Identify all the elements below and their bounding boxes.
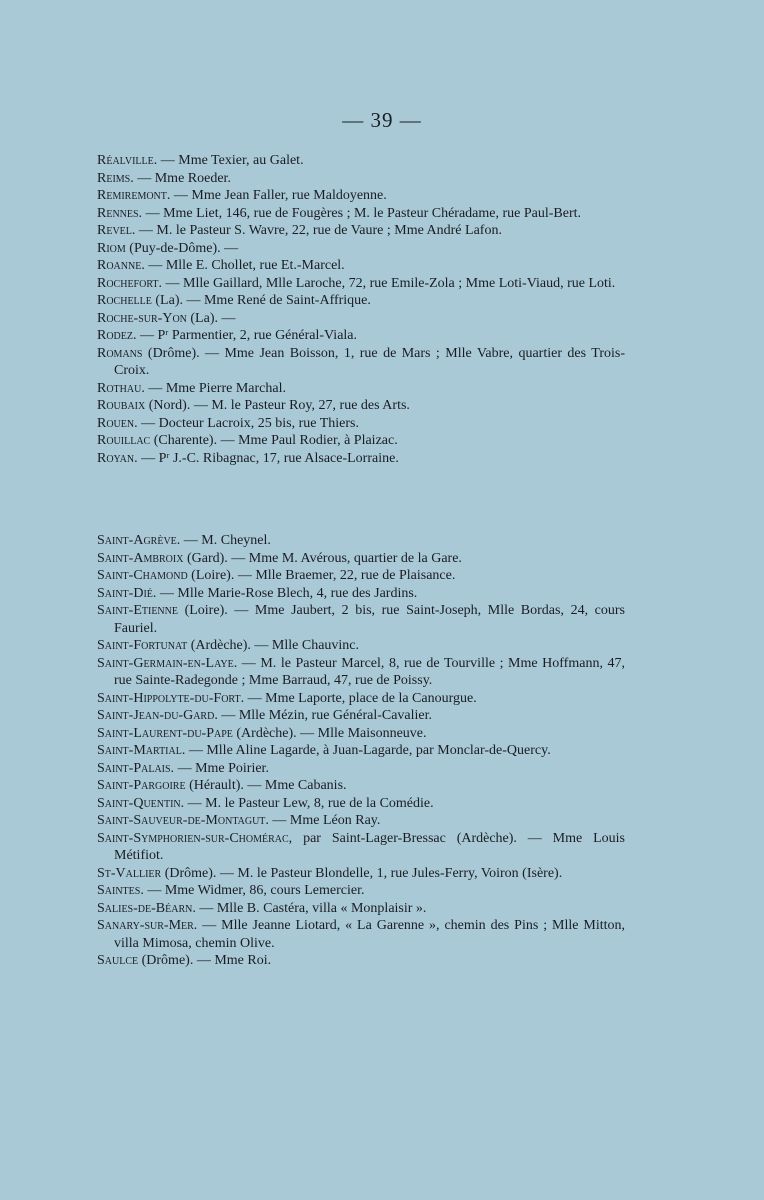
place-name: Rouen. — [97, 415, 138, 431]
directory-entry — [97, 707, 625, 725]
entry-text: (Ardèche). — Mlle Chauvinc. — [187, 638, 360, 653]
directory-entry — [97, 450, 625, 468]
entry-text: (Loire). — Mme Jaubert, 2 bis, rue Saint-Joseph, Mlle Bordas, 24, cours Fauriel. — [114, 603, 625, 636]
directory-entry — [97, 170, 625, 188]
directory-entry — [97, 777, 625, 795]
directory-entry — [97, 795, 625, 813]
directory-entry — [97, 585, 625, 603]
entry-text: — M. le Pasteur S. Wavre, 22, rue de Vaure ; Mme André Lafon. — [135, 223, 502, 238]
directory-entry — [97, 567, 625, 585]
entry-text: — Mlle Mézin, rue Général-Cavalier. — [217, 708, 433, 723]
entry-text: — Mme Liet, 146, rue de Fougères ; M. le Pasteur Chéradame, rue Paul-Bert. — [142, 205, 582, 221]
entry-text: (Ardèche). — Mlle Maisonneuve. — [232, 725, 427, 741]
directory-entry — [97, 900, 625, 918]
entry-text: (Puy-de-Dôme). — — [125, 240, 239, 256]
directory-entry — [97, 655, 625, 690]
place-name: Salies-de-Béarn. — [97, 900, 196, 916]
place-name: Royan. — [97, 450, 138, 466]
directory-entry — [97, 830, 625, 865]
place-name: Saint-Quentin. — [97, 795, 185, 811]
entry-text: — Mme Laporte, place de la Canourgue. — [244, 690, 477, 706]
entry-text: — Pʳ Parmentier, 2, rue Général-Viala. — [136, 328, 358, 343]
directory-entry — [97, 380, 625, 398]
place-name: Remiremont. — [97, 188, 171, 203]
entry-text: par Saint-Lager-Bressac (Ardèche). — Mme Louis Métifiot. — [114, 830, 625, 863]
entry-text: — Mlle B. Castéra, villa « Monplaisir ». — [195, 900, 427, 916]
entry-text: (Nord). — M. le Pasteur Roy, 27, rue des Arts. — [145, 398, 410, 413]
directory-entry — [97, 865, 625, 883]
directory-entry — [97, 602, 625, 637]
directory-entry — [97, 532, 625, 550]
entry-text: — Docteur Lacroix, 25 bis, rue Thiers. — [137, 415, 359, 431]
place-name: Saint-Hippolyte-du-Fort. — [97, 690, 245, 706]
place-name: Romans — [97, 345, 143, 361]
page-number: — 39 — — [342, 108, 422, 132]
directory-entry — [97, 397, 625, 415]
directory-entry — [97, 415, 625, 433]
place-name: Sanary-sur-Mer. — [97, 918, 198, 933]
entry-text: — M. Cheynel. — [180, 533, 271, 548]
entry-text: — M. le Pasteur Lew, 8, rue de la Comédie. — [184, 795, 434, 811]
directory-entry — [97, 725, 625, 743]
directory-entry — [97, 327, 625, 345]
directory-entry — [97, 637, 625, 655]
entry-text: — Mlle Gaillard, Mlle Laroche, 72, rue Emile-Zola ; Mme Loti-Viaud, rue Loti. — [162, 275, 616, 291]
entry-text: — Mlle Jeanne Liotard, « La Garenne », chemin des Pins ; Mlle Mitton, villa Mimosa, chemin Olive. — [114, 918, 625, 951]
entry-text: (La). — — [186, 310, 236, 326]
entry-text: — Mme Widmer, 86, cours Lemercier. — [143, 883, 365, 898]
directory-entry — [97, 205, 625, 223]
place-name: St-Vallier — [97, 865, 162, 881]
place-name: Revel. — [97, 223, 136, 238]
place-name: Saint-Jean-du-Gard. — [97, 708, 218, 723]
place-name: Rodez. — [97, 328, 137, 343]
place-name: Roubaix — [97, 398, 146, 413]
entry-text: — Mme Texier, au Galet. — [157, 153, 304, 168]
place-name: Saint-Pargoire — [97, 778, 186, 793]
directory-entry — [97, 345, 625, 380]
directory-entry — [97, 152, 625, 170]
place-name: Saint-Martial. — [97, 743, 186, 758]
place-name: Saint-Agrève. — [97, 533, 181, 548]
directory-entry — [97, 240, 625, 258]
directory-entry — [97, 882, 625, 900]
place-name: Saint-Palais. — [97, 760, 175, 776]
directory-entry — [97, 952, 625, 970]
directory-entry — [97, 690, 625, 708]
entry-text: (Drôme). — Mme Roi. — [138, 953, 272, 968]
entry-text: — Mme Léon Ray. — [268, 813, 381, 828]
directory-entry — [97, 742, 625, 760]
place-name: Rochefort. — [97, 275, 163, 291]
place-name: Saint-Laurent-du-Pape — [97, 725, 233, 741]
entry-text: — Mme Pierre Marchal. — [144, 380, 286, 396]
entry-text: — Mme Poirier. — [174, 760, 269, 776]
entry-text: (La). — Mme René de Saint-Affrique. — [151, 293, 371, 308]
place-name: Saint-Chamond — [97, 568, 188, 583]
directory-section-s — [97, 532, 625, 970]
directory-entry — [97, 432, 625, 450]
place-name: Rochelle — [97, 293, 152, 308]
place-name: Reims. — [97, 170, 134, 186]
entry-text: — Mlle E. Chollet, rue Et.-Marcel. — [144, 258, 345, 273]
directory-entry — [97, 187, 625, 205]
place-name: Saintes. — [97, 883, 144, 898]
place-name: Saint-Dié. — [97, 585, 157, 601]
directory-entry — [97, 292, 625, 310]
place-name: Rennes. — [97, 205, 143, 221]
place-name: Riom — [97, 240, 126, 256]
place-name: Roanne. — [97, 258, 145, 273]
entry-text: (Hérault). — Mme Cabanis. — [185, 778, 347, 793]
entry-text: (Gard). — Mme M. Avérous, quartier de la Gare. — [183, 550, 462, 566]
directory-section-r — [97, 152, 625, 467]
entry-text: — Mlle Marie-Rose Blech, 4, rue des Jardins. — [156, 585, 418, 601]
directory-entry — [97, 257, 625, 275]
entry-text: — Mme Jean Faller, rue Maldoyenne. — [170, 188, 387, 203]
place-name: Rouillac — [97, 433, 151, 448]
directory-entry — [97, 812, 625, 830]
entry-text: (Drôme). — M. le Pasteur Blondelle, 1, rue Jules-Ferry, Voiron (Isère). — [161, 865, 563, 881]
entry-text: (Charente). — Mme Paul Rodier, à Plaizac. — [150, 433, 398, 448]
place-name: Rothau. — [97, 380, 145, 396]
directory-entry — [97, 310, 625, 328]
directory-entry — [97, 550, 625, 568]
place-name: Roche-sur-Yon — [97, 310, 187, 326]
place-name: Saulce — [97, 953, 139, 968]
entry-text: — Mlle Aline Lagarde, à Juan-Lagarde, par Monclar-de-Quercy. — [185, 743, 551, 758]
place-name: Saint-Sauveur-de-Montagut. — [97, 813, 269, 828]
directory-entry — [97, 760, 625, 778]
place-name: Saint-Ambroix — [97, 550, 184, 566]
place-name: Saint-Etienne — [97, 603, 178, 618]
directory-entry — [97, 917, 625, 952]
place-name: Saint-Fortunat — [97, 638, 188, 653]
place-name: Saint-Germain-en-Laye. — [97, 655, 238, 671]
directory-entry — [97, 222, 625, 240]
entry-text: — M. le Pasteur Marcel, 8, rue de Tourville ; Mme Hoffmann, 47, rue Sainte-Radegonde ; Mme Barraud, 47, rue de Poissy. — [114, 655, 625, 688]
place-name: Réalville. — [97, 153, 158, 168]
entry-text: — Mme Roeder. — [133, 170, 231, 186]
directory-entry — [97, 275, 625, 293]
place-name: Saint-Symphorien-sur-Chomérac, — [97, 830, 293, 846]
entry-text: (Drôme). — Mme Jean Boisson, 1, rue de Mars ; Mlle Vabre, quartier des Trois-Croix. — [114, 345, 625, 378]
entry-text: (Loire). — Mlle Braemer, 22, rue de Plaisance. — [187, 568, 456, 583]
entry-text: — Pʳ J.-C. Ribagnac, 17, rue Alsace-Lorraine. — [137, 450, 399, 466]
